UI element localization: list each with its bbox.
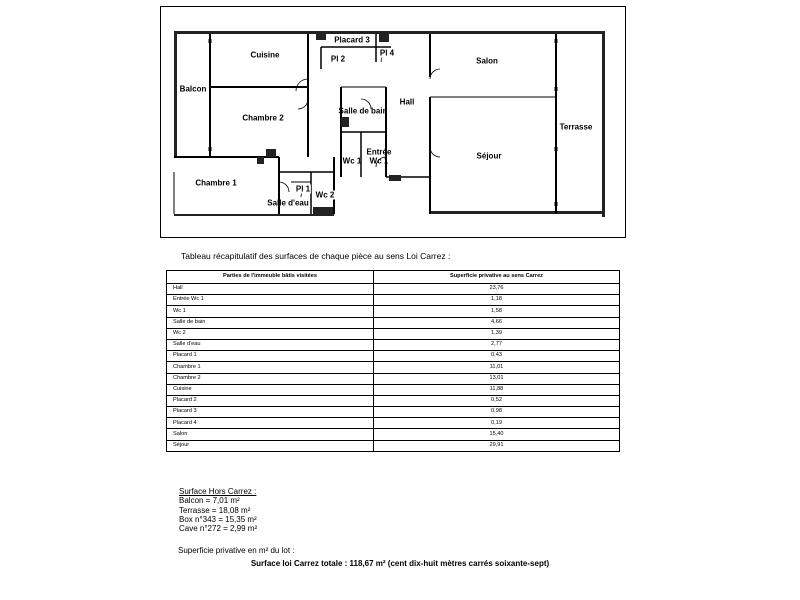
column-header-rooms: Parties de l'immeuble bâtis visitées xyxy=(167,271,374,284)
surface-value-cell: 2,77 xyxy=(374,339,620,350)
room-name-cell: Placard 2 xyxy=(167,395,374,406)
table-row xyxy=(167,395,620,406)
room-label-entree-wc1-line1: Entrée xyxy=(366,147,392,157)
room-label-entree-wc1-line2: Wc 1 xyxy=(369,156,389,166)
table-row xyxy=(167,384,620,395)
total-carrez-surface: Surface loi Carrez totale : 118,67 m² (cent dix-huit mètres carrés soixante-sept) xyxy=(250,559,550,568)
room-label-pl-2: Pl 2 xyxy=(330,54,346,64)
room-label-wc-2: Wc 2 xyxy=(315,190,335,200)
table-row xyxy=(167,351,620,362)
room-name-cell: Séjour xyxy=(167,440,374,451)
floor-plan-drawing xyxy=(161,7,627,239)
surface-value-cell: 0,52 xyxy=(374,395,620,406)
room-label-salle-de-bain: Salle de bain xyxy=(338,106,388,116)
table-row xyxy=(167,440,620,451)
column-header-surface: Superficie privative au sens Carrez xyxy=(374,271,620,284)
room-label-cuisine: Cuisine xyxy=(250,50,280,60)
room-label-terrasse: Terrasse xyxy=(559,122,593,132)
surface-value-cell: 29,91 xyxy=(374,440,620,451)
hors-carrez-line: Balcon = 7,01 m² xyxy=(179,496,240,506)
table-header-row xyxy=(167,271,620,284)
surface-table xyxy=(166,270,620,452)
room-label-balcon: Balcon xyxy=(179,84,207,94)
table-body xyxy=(167,284,620,452)
table-row xyxy=(167,429,620,440)
table-row xyxy=(167,317,620,328)
room-name-cell: Placard 1 xyxy=(167,351,374,362)
surface-value-cell: 1,39 xyxy=(374,328,620,339)
hors-carrez-block xyxy=(179,487,257,533)
surface-value-cell: 0,98 xyxy=(374,407,620,418)
room-label-hall: Hall xyxy=(399,97,415,107)
privative-surface-label: Superficie privative en m² du lot : xyxy=(178,546,295,555)
surface-value-cell: 0,19 xyxy=(374,418,620,429)
table-row xyxy=(167,295,620,306)
room-name-cell: Placard 3 xyxy=(167,407,374,418)
table-row xyxy=(167,418,620,429)
surface-value-cell: 1,58 xyxy=(374,306,620,317)
room-label-wc-1: Wc 1 xyxy=(342,156,362,166)
table-caption: Tableau récapitulatif des surfaces de chaque pièce au sens Loi Carrez : xyxy=(181,251,451,261)
room-name-cell: Chambre 2 xyxy=(167,373,374,384)
room-label-salle-deau: Salle d'eau xyxy=(267,198,309,208)
room-name-cell: Salle d'eau xyxy=(167,339,374,350)
floor-plan xyxy=(160,6,626,238)
room-name-cell: Salon xyxy=(167,429,374,440)
hors-carrez-title: Surface Hors Carrez : xyxy=(179,487,257,496)
surface-value-cell: 4,66 xyxy=(374,317,620,328)
surface-value-cell: 11,88 xyxy=(374,384,620,395)
room-name-cell: Cuisine xyxy=(167,384,374,395)
table-row xyxy=(167,328,620,339)
room-name-cell: Chambre 1 xyxy=(167,362,374,373)
hors-carrez-line: Box n°343 = 15,35 m² xyxy=(179,514,257,524)
hors-carrez-line: Cave n°272 = 2,99 m² xyxy=(179,524,258,534)
table-row xyxy=(167,362,620,373)
surface-value-cell: 11,01 xyxy=(374,362,620,373)
room-label-sejour: Séjour xyxy=(476,151,502,161)
room-name-cell: Entrée Wc 1 xyxy=(167,295,374,306)
room-name-cell: Salle de bain xyxy=(167,317,374,328)
table-row xyxy=(167,407,620,418)
room-name-cell: Wc 1 xyxy=(167,306,374,317)
surface-value-cell: 0,43 xyxy=(374,351,620,362)
room-name-cell: Hall xyxy=(167,284,374,295)
room-label-pl-1: Pl 1 xyxy=(295,184,311,194)
room-label-pl-4: Pl 4 xyxy=(379,48,395,58)
table-row xyxy=(167,339,620,350)
room-label-chambre-1: Chambre 1 xyxy=(195,178,237,188)
table-row xyxy=(167,306,620,317)
room-label-salon: Salon xyxy=(476,56,498,66)
table-row xyxy=(167,373,620,384)
room-label-placard-3: Placard 3 xyxy=(334,35,370,45)
surface-value-cell: 1,18 xyxy=(374,295,620,306)
surface-value-cell: 23,76 xyxy=(374,284,620,295)
room-label-chambre-2: Chambre 2 xyxy=(242,113,284,123)
table-row xyxy=(167,284,620,295)
room-name-cell: Wc 2 xyxy=(167,328,374,339)
room-name-cell: Placard 4 xyxy=(167,418,374,429)
hors-carrez-line: Terrasse = 18,08 m² xyxy=(179,505,251,515)
surface-value-cell: 15,40 xyxy=(374,429,620,440)
surface-value-cell: 13,01 xyxy=(374,373,620,384)
